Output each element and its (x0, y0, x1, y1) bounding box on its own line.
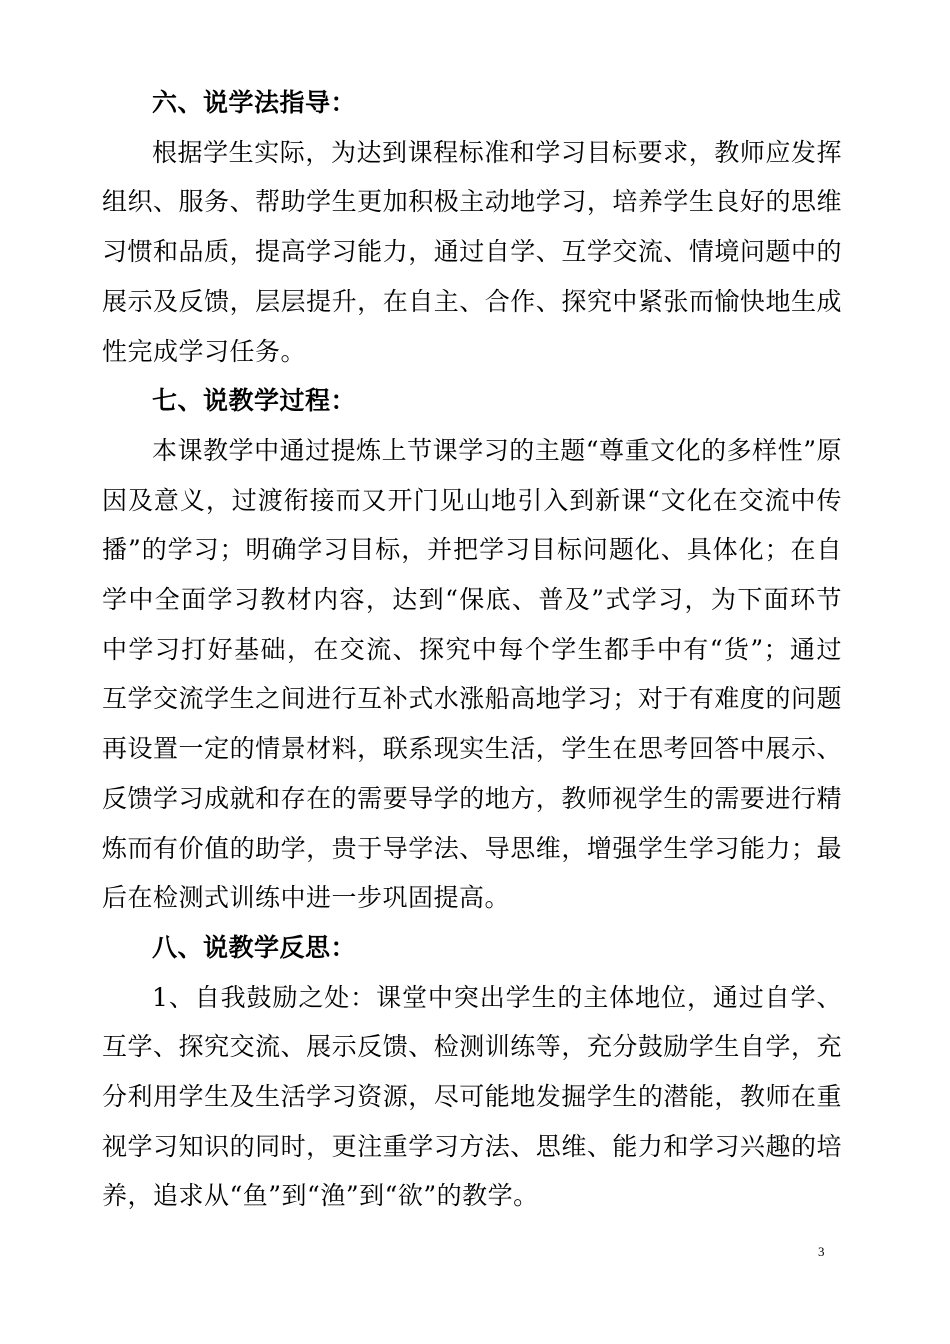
paragraph-teaching-process: 本课教学中通过提炼上节课学习的主题“尊重文化的多样性”原因及意义，过渡衔接而又开门见山地引入到新课“文化在交流中传播”的学习；明确学习目标，并把学习目标问题化、具体化；在自学中全面学习教材内容，达到“保底、普及”式学习，为下面环节中学习打好基础，在交流、探究中每个学生都手中有“货”；通过互学交流学生之间进行互补式水涨船高地学习；对于有难度的问题再设置一定的情景材料，联系现实生活，学生在思考回答中展示、反馈学习成就和存在的需要导学的地方，教师视学生的需要进行精炼而有价值的助学，贵于导学法、导思维，增强学生学习能力；最后在检测式训练中进一步巩固提高。 (102, 435, 842, 913)
page-content (102, 78, 842, 1221)
page-number: 3 (818, 1244, 825, 1259)
section-heading-learning-method: 六、说学法指导： (152, 88, 357, 117)
section-heading-teaching-process: 七、说教学过程： (152, 386, 357, 416)
paragraph-teaching-reflection: 1、自我鼓励之处：课堂中突出学生的主体地位，通过自学、互学、探究交流、展示反馈、检测训练等，充分鼓励学生自学，充分利用学生及生活学习资源，尽可能地发掘学生的潜能，教师在重视学习知识的同时，更注重学习方法、思维、能力和学习兴趣的培养，追求从“鱼”到“渔”到“欲”的教学。 (102, 982, 842, 1211)
section-heading-teaching-reflection: 八、说教学反思： (152, 932, 357, 962)
paragraph-learning-method: 根据学生实际，为达到课程标准和学习目标要求，教师应发挥组织、服务、帮助学生更加积极主动地学习，培养学生良好的思维习惯和品质，提高学习能力，通过自学、互学交流、情境问题中的展示及反馈，层层提升，在自主、合作、探究中紧张而愉快地生成性完成学习任务。 (102, 137, 842, 366)
